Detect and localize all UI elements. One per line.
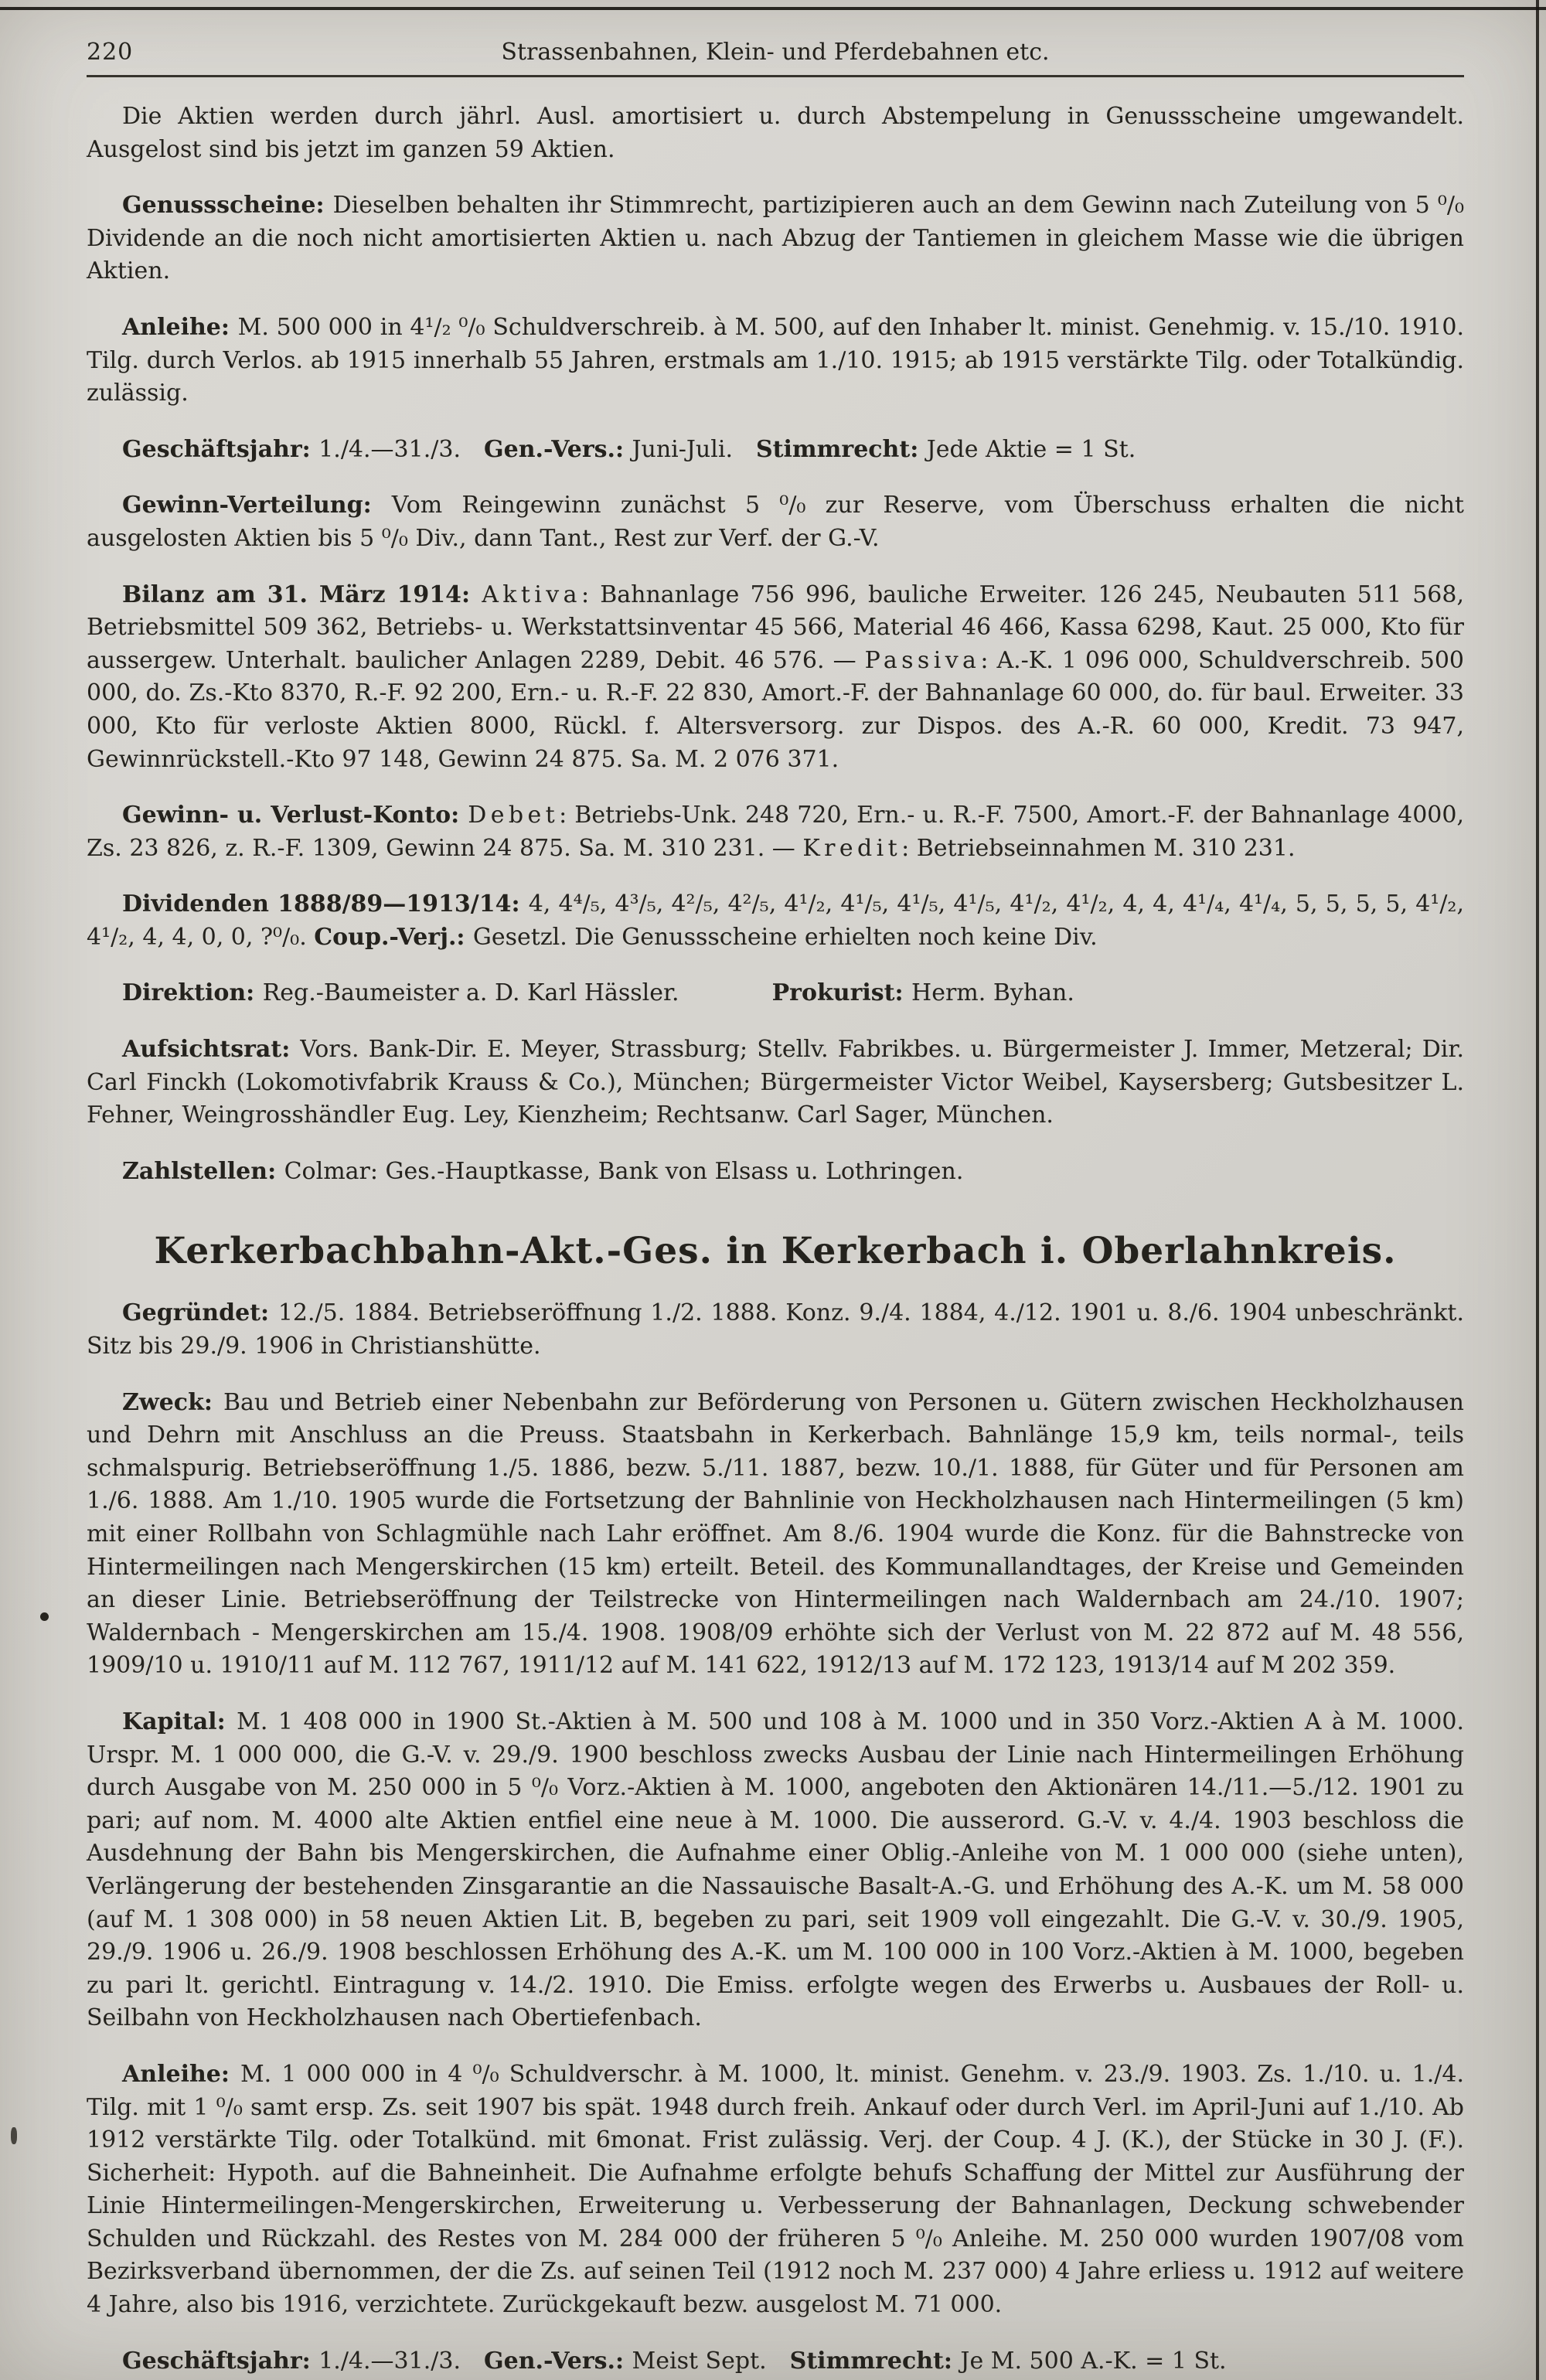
field-label: Dividenden 1888/89—1913/14: (122, 890, 529, 918)
text-run: Reg.-Baumeister a. D. Karl Hässler. (262, 979, 772, 1007)
text-run: Passiva (864, 646, 981, 674)
text-run: Vors. Bank-Dir. E. Meyer, Strassburg; Stellv. Fabrikbes. u. Bürgermeister J. Immer, Metzeral; Dir. Carl Finckh (Lokomotivfabrik Krauss & Co.), München; Bürgermeister Victor Weibel, Kaysersberg; Gutsbesitzer L. Fehner, Weingrosshändler Eug. Ley, Kienzheim; Rechtsanw. Carl Sager, München. (87, 1036, 1464, 1129)
paragraph (87, 434, 1464, 467)
field-label: Aufsichtsrat: (122, 1036, 301, 1064)
paragraph (87, 489, 1464, 555)
header-rule (87, 75, 1464, 77)
paragraph (87, 977, 1464, 1010)
field-label: Geschäftsjahr: (122, 435, 319, 463)
field-label: Bilanz am 31. März 1914: (122, 581, 482, 608)
paragraph (87, 189, 1464, 288)
paragraph (87, 1387, 1464, 1683)
text-run: Vom Reingewinn zunächst 5 ⁰/₀ zur Reserve, vom Überschuss erhalten die nicht ausgelosten Aktien bis 5 ⁰/₀ Div., dann Tant., Rest zur Verf. der G.-V. (87, 492, 1464, 552)
company-heading: Kerkerbachbahn-Akt.-Ges. in Kerkerbach i. Oberlahnkreis. (154, 1230, 1397, 1273)
text-run: 1./4.—31./3. (318, 435, 484, 463)
field-label: Gewinn- u. Verlust-Konto: (122, 802, 468, 829)
text-run: Juni-Juli. (632, 435, 756, 463)
page-header (87, 39, 1464, 66)
field-label: Gewinn-Verteilung: (122, 492, 392, 519)
field-label: Geschäftsjahr: (122, 2347, 319, 2375)
text-run: : A.-K. 1 096 000, Schuldverschreib. 500 000, do. Zs.-Kto 8370, R.-F. 92 200, Ern.- u. R.-F. 22 830, Amort.-F. der Bahnanlage 60 000, do. für baul. Erweiter. 33 000, Kto für verloste Aktien 8000, Rückl. f. Altersversorg. zur Dispos. des A.-R. 60 000, Kredit. 73 947, Gewinnrückstell.-Kto 97 148, Gewinn 24 875. Sa. M. 2 076 371. (87, 646, 1465, 773)
field-label: Direktion: (122, 979, 263, 1007)
field-label: Anleihe: (122, 313, 238, 341)
paragraph (87, 2058, 1464, 2322)
paragraph (87, 579, 1464, 777)
paragraph (87, 1706, 1464, 2035)
page-number: 220 (87, 39, 134, 66)
field-label: Anleihe: (122, 2060, 240, 2088)
text-run: Herm. Byhan. (911, 979, 1074, 1007)
page-body (87, 100, 1464, 2378)
text-run: : Betriebs-Unk. 248 720, Ern.- u. R.-F. 7500, Amort.-F. der Bahnanlage 4000, Zs. 23 826, z. R.-F. 1309, Gewinn 24 875. Sa. M. 310 231. — (87, 802, 1465, 862)
text-run: M. 1 000 000 in 4 ⁰/₀ Schuldverschr. à M. 1000, lt. minist. Genehm. v. 23./9. 1903. Zs. 1./10. u. 1./4. Tilg. mit 1 ⁰/₀ samt ersp. Zs. seit 1907 bis spät. 1948 durch freih. Ankauf oder durch Verl. im April-Juni auf 1./10. Ab 1912 verstärkte Tilg. oder Totalkünd. mit 6monat. Frist zulässig. Verj. der Coup. 4 J. (K.), der Stücke in 30 J. (F.). Sicherheit: Hypoth. auf die Bahneinheit. Die Aufnahme erfolgte behufs Schaffung der Mittel zur Ausführung der Linie Hintermeilingen-Mengerskirchen, Erweiterung u. Verbesserung der Bahnanlagen, Deckung schwebender Schulden und Rückzahl. des Restes von M. 284 000 der früheren 5 ⁰/₀ Anleihe. M. 250 000 wurden 1907/08 vom Bezirksverband übernommen, der die Zs. auf seinen Teil (1912 noch M. 237 000) 4 Jahre erliess u. 1912 auf weitere 4 Jahre, also bis 1916, verzichtete. Zurückgekauft bezw. ausgelost M. 71 000. (87, 2060, 1464, 2319)
text-run: : Bahnanlage 756 996, bauliche Erweiter. 126 245, Neubauten 511 568, Betriebsmittel 509 362, Betriebs- u. Werkstattsinventar 45 566, Material 46 466, Kassa 6298, Kaut. 25 000, Kto für aussergew. Unterhalt. baulicher Anlagen 2289, Debit. 46 576. — (87, 581, 1464, 674)
paragraph (87, 100, 1464, 166)
field-label: Stimmrecht: (755, 435, 927, 463)
field-label: Gen.-Vers.: (484, 435, 632, 463)
paragraph (87, 888, 1464, 954)
text-run: : Betriebseinnahmen M. 310 231. (901, 834, 1296, 862)
field-label: Stimmrecht: (789, 2347, 961, 2375)
paragraph (87, 1297, 1464, 1363)
field-label: Zahlstellen: (122, 1157, 284, 1185)
text-run: 1./4.—31./3. (318, 2347, 484, 2375)
text-run: Debet (468, 802, 560, 829)
text-run: M. 500 000 in 4¹/₂ ⁰/₀ Schuldverschreib. à M. 500, auf den Inhaber lt. minist. Genehmig. v. 15./10. 1910. Tilg. durch Verlos. ab 1915 innerhalb 55 Jahren, erstmals am 1./10. 1915; ab 1915 verstärkte Tilg. oder Totalkündig. zulässig. (87, 313, 1464, 407)
field-label: Zweck: (122, 1388, 223, 1416)
text-run: 12./5. 1884. Betriebseröffnung 1./2. 1888. Konz. 9./4. 1884, 4./12. 1901 u. 8./6. 1904 unbeschränkt. Sitz bis 29./9. 1906 in Christianshütte. (87, 1299, 1464, 1360)
text-run: Bau und Betrieb einer Nebenbahn zur Beförderung von Personen u. Gütern zwischen Heckholzhausen und Dehrn mit Anschluss an die Preuss. Staatsbahn in Kerkerbach. Bahnlänge 15,9 km, teils normal-, teils schmalspurig. Betriebseröffnung 1./5. 1886, bezw. 5./11. 1887, bezw. 10./1. 1888, für Güter und für Personen am 1./6. 1888. Am 1./10. 1905 wurde die Fortsetzung der Bahnlinie von Heckholzhausen nach Hintermeilingen (5 km) mit einer Rollbahn von Schlagmühle nach Lahr eröffnet. Am 8./6. 1904 wurde die Konz. für die Bahnstrecke von Hintermeilingen nach Mengerskirchen (15 km) erteilt. Beteil. des Kommunallandtages, der Kreise und Gemeinden an dieser Linie. Betriebseröffnung der Teilstrecke von Hintermeilingen nach Waldernbach am 24./10. 1907; Waldernbach - Mengerskirchen am 15./4. 1908. 1908/09 erhöhte sich der Verlust von M. 22 872 auf M. 48 556, 1909/10 u. 1910/11 auf M. 112 767, 1911/12 auf M. 141 622, 1912/13 auf M. 172 123, 1913/14 auf M 202 359. (87, 1388, 1464, 1680)
field-label: Gegründet: (122, 1299, 278, 1327)
field-label: Gen.-Vers.: (484, 2347, 632, 2375)
text-run: Colmar: Ges.-Hauptkasse, Bank von Elsass u. Lothringen. (284, 1157, 964, 1185)
text-run: Dieselben behalten ihr Stimmrecht, partizipieren auch an dem Gewinn nach Zuteilung von 5 ⁰/₀ Dividende an die noch nicht amortisierten Aktien u. nach Abzug der Tantiemen in gleichem Masse wie die übrigen Aktien. (87, 192, 1464, 285)
running-title: Strassenbahnen, Klein- und Pferdebahnen etc. (501, 39, 1050, 66)
text-run: Gesetzl. Die Genussscheine erhielten noch keine Div. (472, 923, 1098, 951)
paragraph (87, 799, 1464, 865)
paragraph (87, 312, 1464, 410)
text-run: Kredit (802, 834, 902, 862)
text-run: Meist Sept. (632, 2347, 790, 2375)
text-run: 4, 4⁴/₅, 4³/₅, 4²/₅, 4²/₅, 4¹/₂, 4¹/₅, 4¹/₅, 4¹/₅, 4¹/₂, 4¹/₂, 4, 4, 4¹/₄, 4¹/₄, 5, 5, 5, 5, 4¹/₂, 4¹/₂, 4, 4, 0, 0, ?⁰/₀. (87, 890, 1464, 951)
text-run: Die Aktien werden durch jährl. Ausl. amortisiert u. durch Abstempelung in Genussscheine umgewandelt. Ausgelost sind bis jetzt im ganzen 59 Aktien. (87, 103, 1464, 163)
text-run: M. 1 408 000 in 1900 St.-Aktien à M. 500 und 108 à M. 1000 und in 350 Vorz.-Aktien A à M. 1000. Urspr. M. 1 000 000, die G.-V. v. 29./9. 1900 beschloss zwecks Ausbau der Linie nach Hintermeilingen Erhöhung durch Ausgabe von M. 250 000 in 5 ⁰/₀ Vorz.-Aktien à M. 1000, angeboten den Aktionären 14./11.—5./12. 1901 zu pari; auf nom. M. 4000 alte Aktien entfiel eine neue à M. 1000. Die ausserord. G.-V. v. 4./4. 1903 beschloss die Ausdehnung der Bahn bis Mengerskirchen, die Aufnahme einer Oblig.-Anleihe von M. 1 000 000 (siehe unten), Verlängerung der bestehenden Zinsgarantie an die Nassauische Basalt-A.-G. und Erhöhung des A.-K. um M. 58 000 (auf M. 1 308 000) in 58 neuen Aktien Lit. B, begeben zu pari, seit 1909 voll eingezahlt. Die G.-V. v. 30./9. 1905, 29./9. 1906 u. 26./9. 1908 beschlossen Erhöhung des A.-K. um M. 100 000 in 100 Vorz.-Aktien à M. 1000, begeben zu pari lt. gerichtl. Eintragung v. 14./2. 1910. Die Emiss. erfolgte wegen des Erwerbs u. Ausbaues der Roll- u. Seilbahn von Heckholzhausen nach Obertiefenbach. (87, 1708, 1464, 2032)
text-run: Aktiva (482, 581, 581, 608)
field-label: Prokurist: (771, 979, 912, 1007)
paragraph (87, 1033, 1464, 1132)
field-label: Coup.-Verj.: (314, 923, 473, 951)
field-label: Kapital: (122, 1708, 237, 1735)
text-run: Jede Aktie = 1 St. (926, 435, 1136, 463)
paragraph (87, 2345, 1464, 2378)
paragraph (87, 1156, 1464, 1189)
field-label: Genussscheine: (122, 192, 333, 220)
text-run: Je M. 500 A.-K. = 1 St. (960, 2347, 1227, 2375)
